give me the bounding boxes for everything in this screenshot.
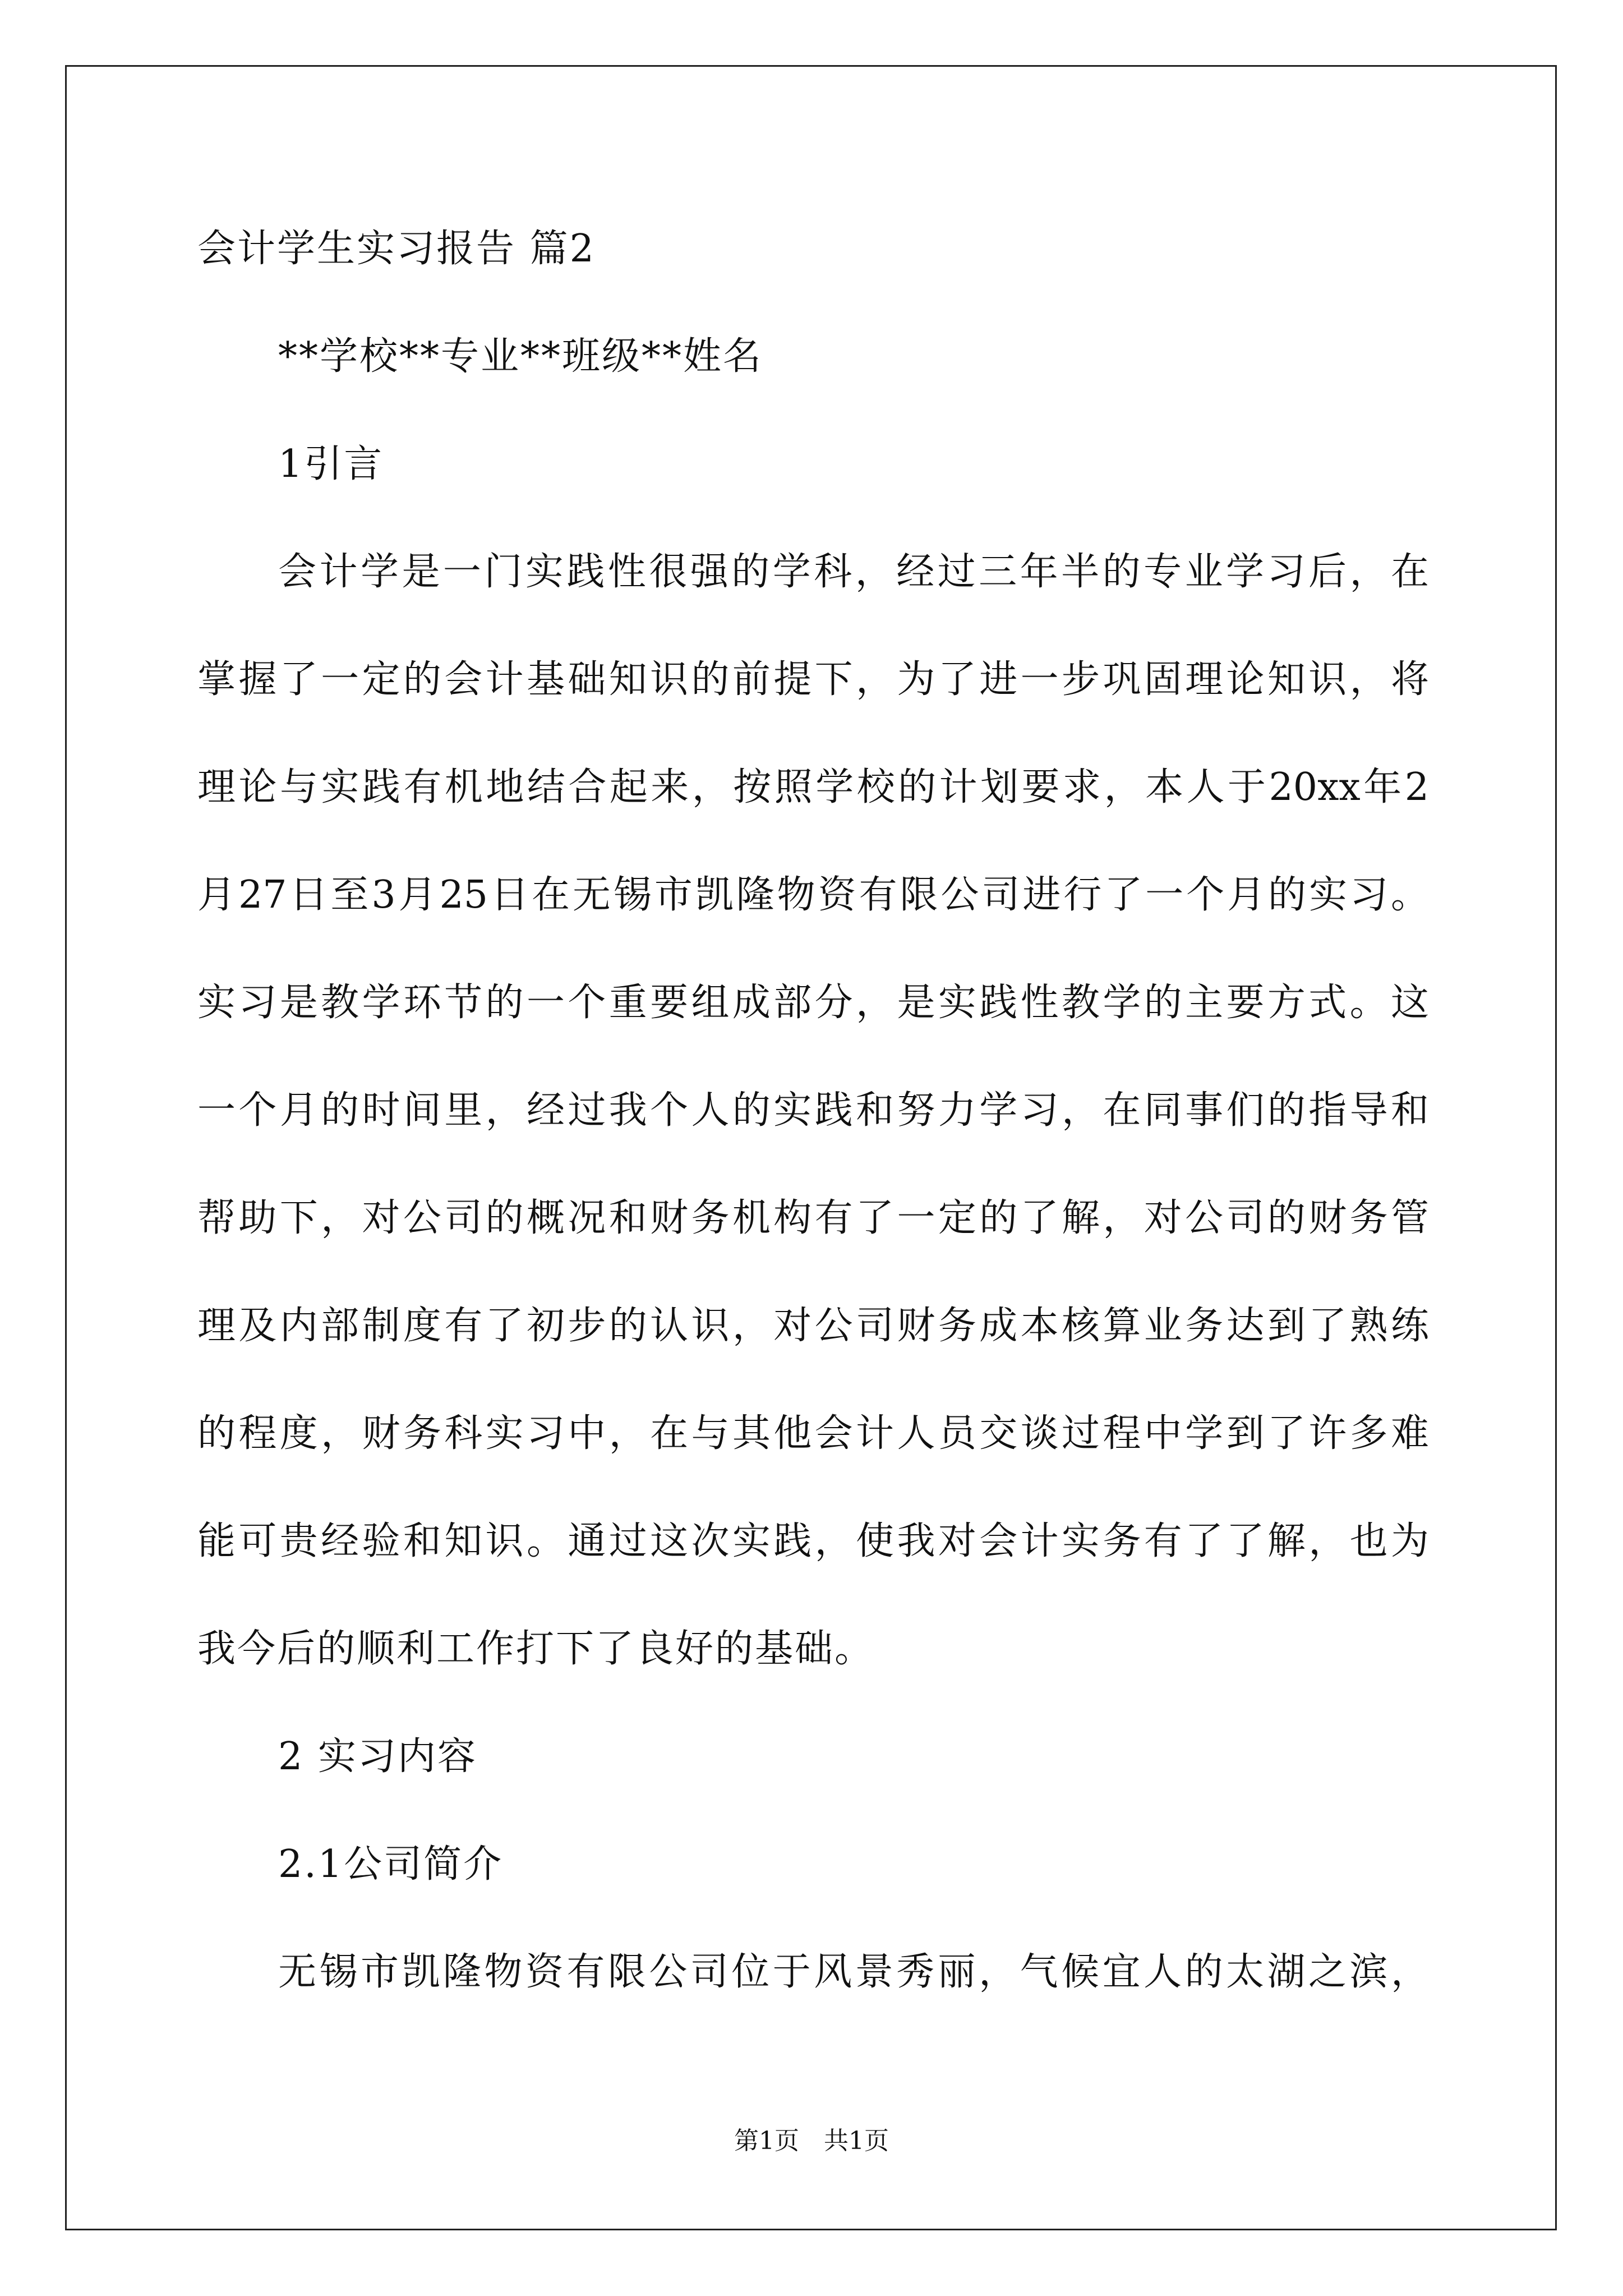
paragraph-line: 理及内部制度有了初步的认识，对公司财务成本核算业务达到了熟练 — [197, 1304, 1429, 1348]
document-title: 会计学生实习报告 篇2 — [197, 227, 596, 271]
paragraph-line: 无锡市凯隆物资有限公司位于风景秀丽，气候宜人的太湖之滨， — [278, 1950, 1429, 1994]
paragraph-line: 一个月的时间里，经过我个人的实践和努力学习，在同事们的指导和 — [197, 1088, 1429, 1133]
paragraph-line: 掌握了一定的会计基础知识的前提下，为了进一步巩固理论知识，将 — [197, 657, 1429, 702]
paragraph-line: 实习是教学环节的一个重要组成部分，是实践性教学的主要方式。这 — [197, 981, 1429, 1025]
section-1-heading: 1引言 — [278, 442, 384, 486]
section-2-heading: 2 实习内容 — [278, 1734, 477, 1779]
paragraph-line: 帮助下，对公司的概况和财务机构有了一定的了解，对公司的财务管 — [197, 1196, 1429, 1240]
paragraph-line: 能可贵经验和知识。通过这次实践，使我对会计实务有了了解，也为 — [197, 1519, 1429, 1563]
paragraph-line: 理论与实践有机地结合起来，按照学校的计划要求，本人于20xx年2 — [197, 765, 1429, 809]
page-border — [65, 65, 1557, 2230]
paragraph-line: 月27日至3月25日在无锡市凯隆物资有限公司进行了一个月的实习。 — [197, 873, 1429, 917]
paragraph-line: 的程度，财务科实习中，在与其他会计人员交谈过程中学到了许多难 — [197, 1411, 1429, 1456]
page-number-footer: 第1页 共1页 — [734, 2127, 889, 2155]
paragraph-line: 我今后的顺利工作打下了良好的基础。 — [197, 1627, 875, 1671]
author-line: **学校**专业**班级**姓名 — [278, 334, 763, 379]
section-2-1-heading: 2.1公司简介 — [278, 1842, 504, 1887]
paragraph-line: 会计学是一门实践性很强的学科，经过三年半的专业学习后，在 — [278, 550, 1429, 594]
